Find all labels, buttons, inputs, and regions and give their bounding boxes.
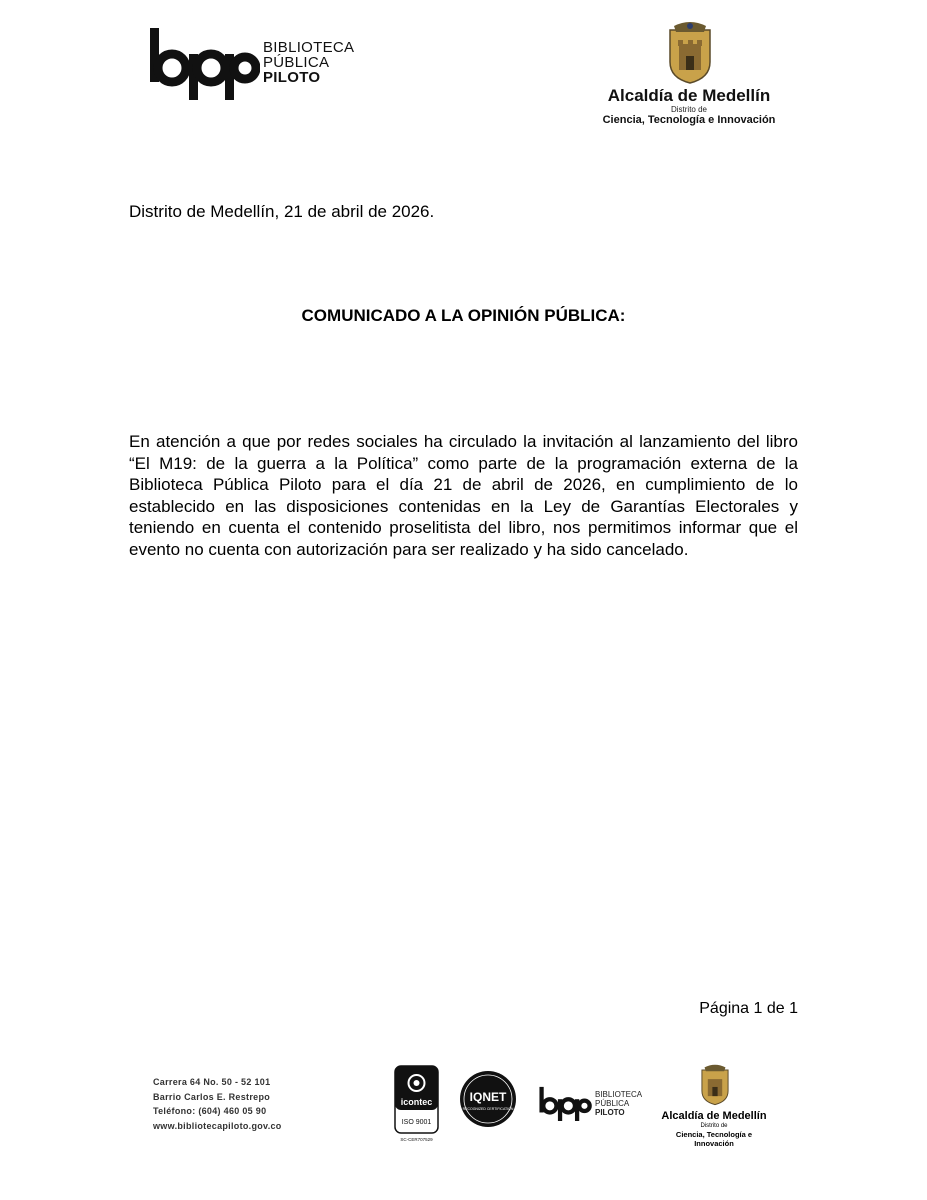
bpp-logo-small (538, 1085, 658, 1121)
iso-label: ISO 9001 (401, 1119, 432, 1126)
alcaldia-logo (598, 22, 788, 132)
bpp-logo (150, 24, 370, 100)
iqnet-badge-icon (459, 1070, 517, 1128)
footer-address (153, 1075, 282, 1133)
bpp-logo-line3: PILOTO (263, 69, 321, 86)
bpp-logo-line2: PÚBLICA (263, 54, 330, 71)
page-number: Página 1 de 1 (699, 1000, 798, 1017)
document-heading: COMUNICADO A LA OPINIÓN PÚBLICA: (301, 306, 626, 325)
iqnet-sub: RECOGNIZED CERTIFICATION (462, 1107, 514, 1111)
icontec-label: icontec (400, 1097, 433, 1107)
bpp-logo-text (263, 40, 354, 85)
alcaldia-subtitle: Distrito de (670, 105, 707, 114)
medellin-shield-small-icon (698, 1062, 732, 1108)
iqnet-label: IQNET (469, 1090, 507, 1104)
phone-line: Teléfono: (604) 460 05 90 (153, 1106, 267, 1116)
bpp-logo-icon (150, 24, 260, 100)
bpp-logo-line1: BIBLIOTECA (263, 39, 355, 56)
website-line: www.bibliotecapiloto.gov.co (153, 1120, 282, 1131)
alcaldia-small-title: Alcaldía de Medellín (661, 1110, 767, 1122)
cert-code: SC-CER707529 (400, 1137, 433, 1142)
medellin-shield-icon (664, 22, 716, 84)
alcaldia-logo-small (656, 1062, 774, 1148)
bpp-small-line2: PÚBLICA (595, 1099, 630, 1108)
alcaldia-subtitle2: Ciencia, Tecnología e Innovación (602, 114, 776, 126)
address-line: Carrera 64 No. 50 - 52 101 (153, 1077, 271, 1087)
bpp-logo-small-icon (538, 1085, 593, 1121)
address-line: Barrio Carlos E. Restrepo (153, 1091, 271, 1102)
alcaldia-small-subtitle: Distrito de (700, 1123, 728, 1129)
icontec-badge-icon (394, 1065, 439, 1143)
alcaldia-title: Alcaldía de Medellín (607, 86, 771, 105)
bpp-small-line3: PILOTO (595, 1108, 625, 1117)
date-line: Distrito de Medellín, 21 de abril de 2026. (129, 202, 435, 221)
bpp-small-text (595, 1090, 642, 1117)
body-paragraph: En atención a que por redes sociales ha circulado la invitación al lanzamiento del libro “El M19: de la guerra a la Política” como parte de la programación externa de la Biblioteca Pública Piloto para el día 21 de abril de 2026, en cumplimiento de lo establecido en las disposiciones contenidas en la Ley de Garantías Electorales y teniendo en cuenta el contenido proselitista del libro, nos permitimos informar que el evento no cuenta con autorización para ser realizado y ha sido cancelado. (129, 432, 798, 559)
alcaldia-small-subtitle2: Ciencia, Tecnología e Innovación (675, 1130, 753, 1148)
bpp-small-line1: BIBLIOTECA (595, 1090, 643, 1099)
